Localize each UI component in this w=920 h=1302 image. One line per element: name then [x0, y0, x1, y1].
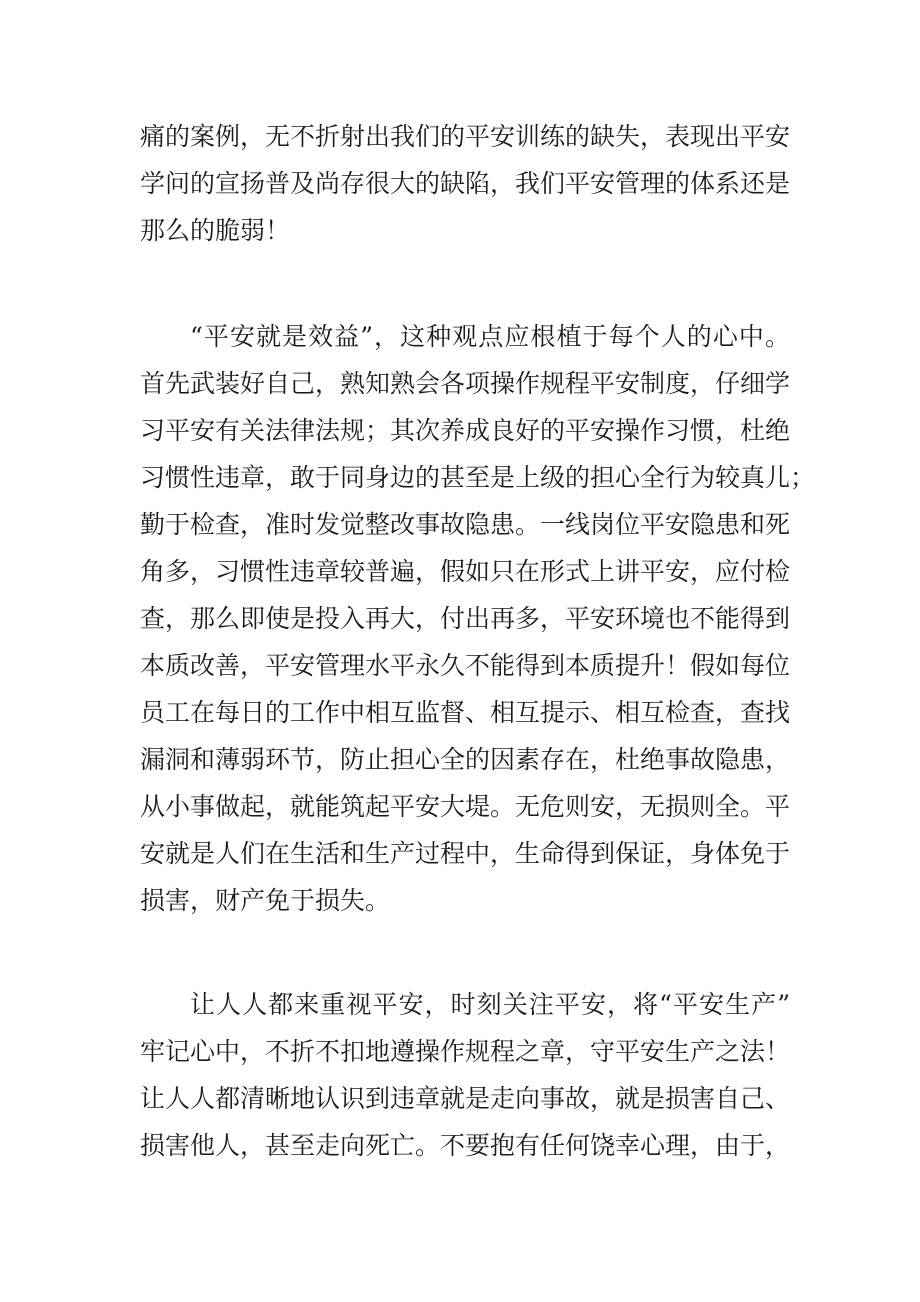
text-line: 角多，习惯性违章较普遍，假如只在形式上讲平安，应付检 [140, 557, 791, 586]
text-line: 损害他人，甚至走向死亡。不要抱有任何饶幸心理，由于， [140, 1131, 791, 1160]
paragraph-1 [140, 113, 790, 254]
text-line: 本质改善，平安管理水平永久不能得到本质提升！假如每位 [140, 651, 791, 680]
text-line: 勤于检查，准时发觉整改事故隐患。一线岗位平安隐患和死 [140, 510, 791, 539]
text-line: 牢记心中，不折不扣地遵操作规程之章，守平安生产之法！ [140, 1037, 791, 1066]
text-line: 痛的案例，无不折射出我们的平安训练的缺失，表现出平安 [140, 122, 791, 151]
text-line: 损害，财产免于损失。 [140, 886, 391, 915]
text-line: “平安就是效益”，这种观点应根植于每个人的心中。 [190, 322, 790, 351]
text-line: 从小事做起，就能筑起平安大堤。无危则安，无损则全。平 [140, 792, 791, 821]
text-line: 习惯性违章，敢于同身边的甚至是上级的担心全行为较真儿； [140, 463, 816, 492]
paragraph-3 [140, 981, 790, 1169]
text-line: 让人人都清晰地认识到违章就是走向事故，就是损害自己、 [140, 1084, 791, 1113]
text-line: 查，那么即使是投入再大，付出再多，平安环境也不能得到 [140, 604, 791, 633]
text-line: 员工在每日的工作中相互监督、相互提示、相互检查，查找 [140, 698, 791, 727]
text-line: 让人人都来重视平安，时刻关注平安，将“平安生产” [190, 990, 790, 1019]
text-line: 首先武装好自己，熟知熟会各项操作规程平安制度，仔细学 [140, 369, 791, 398]
paragraph-2 [140, 313, 816, 924]
text-line: 习平安有关法律法规；其次养成良好的平安操作习惯，杜绝 [140, 416, 791, 445]
text-line: 那么的脆弱！ [140, 216, 291, 245]
text-line: 安就是人们在生活和生产过程中，生命得到保证，身体免于 [140, 839, 791, 868]
text-line: 学问的宣扬普及尚存很大的缺陷，我们平安管理的体系还是 [140, 169, 791, 198]
text-line: 漏洞和薄弱环节，防止担心全的因素存在，杜绝事故隐患， [140, 745, 791, 774]
